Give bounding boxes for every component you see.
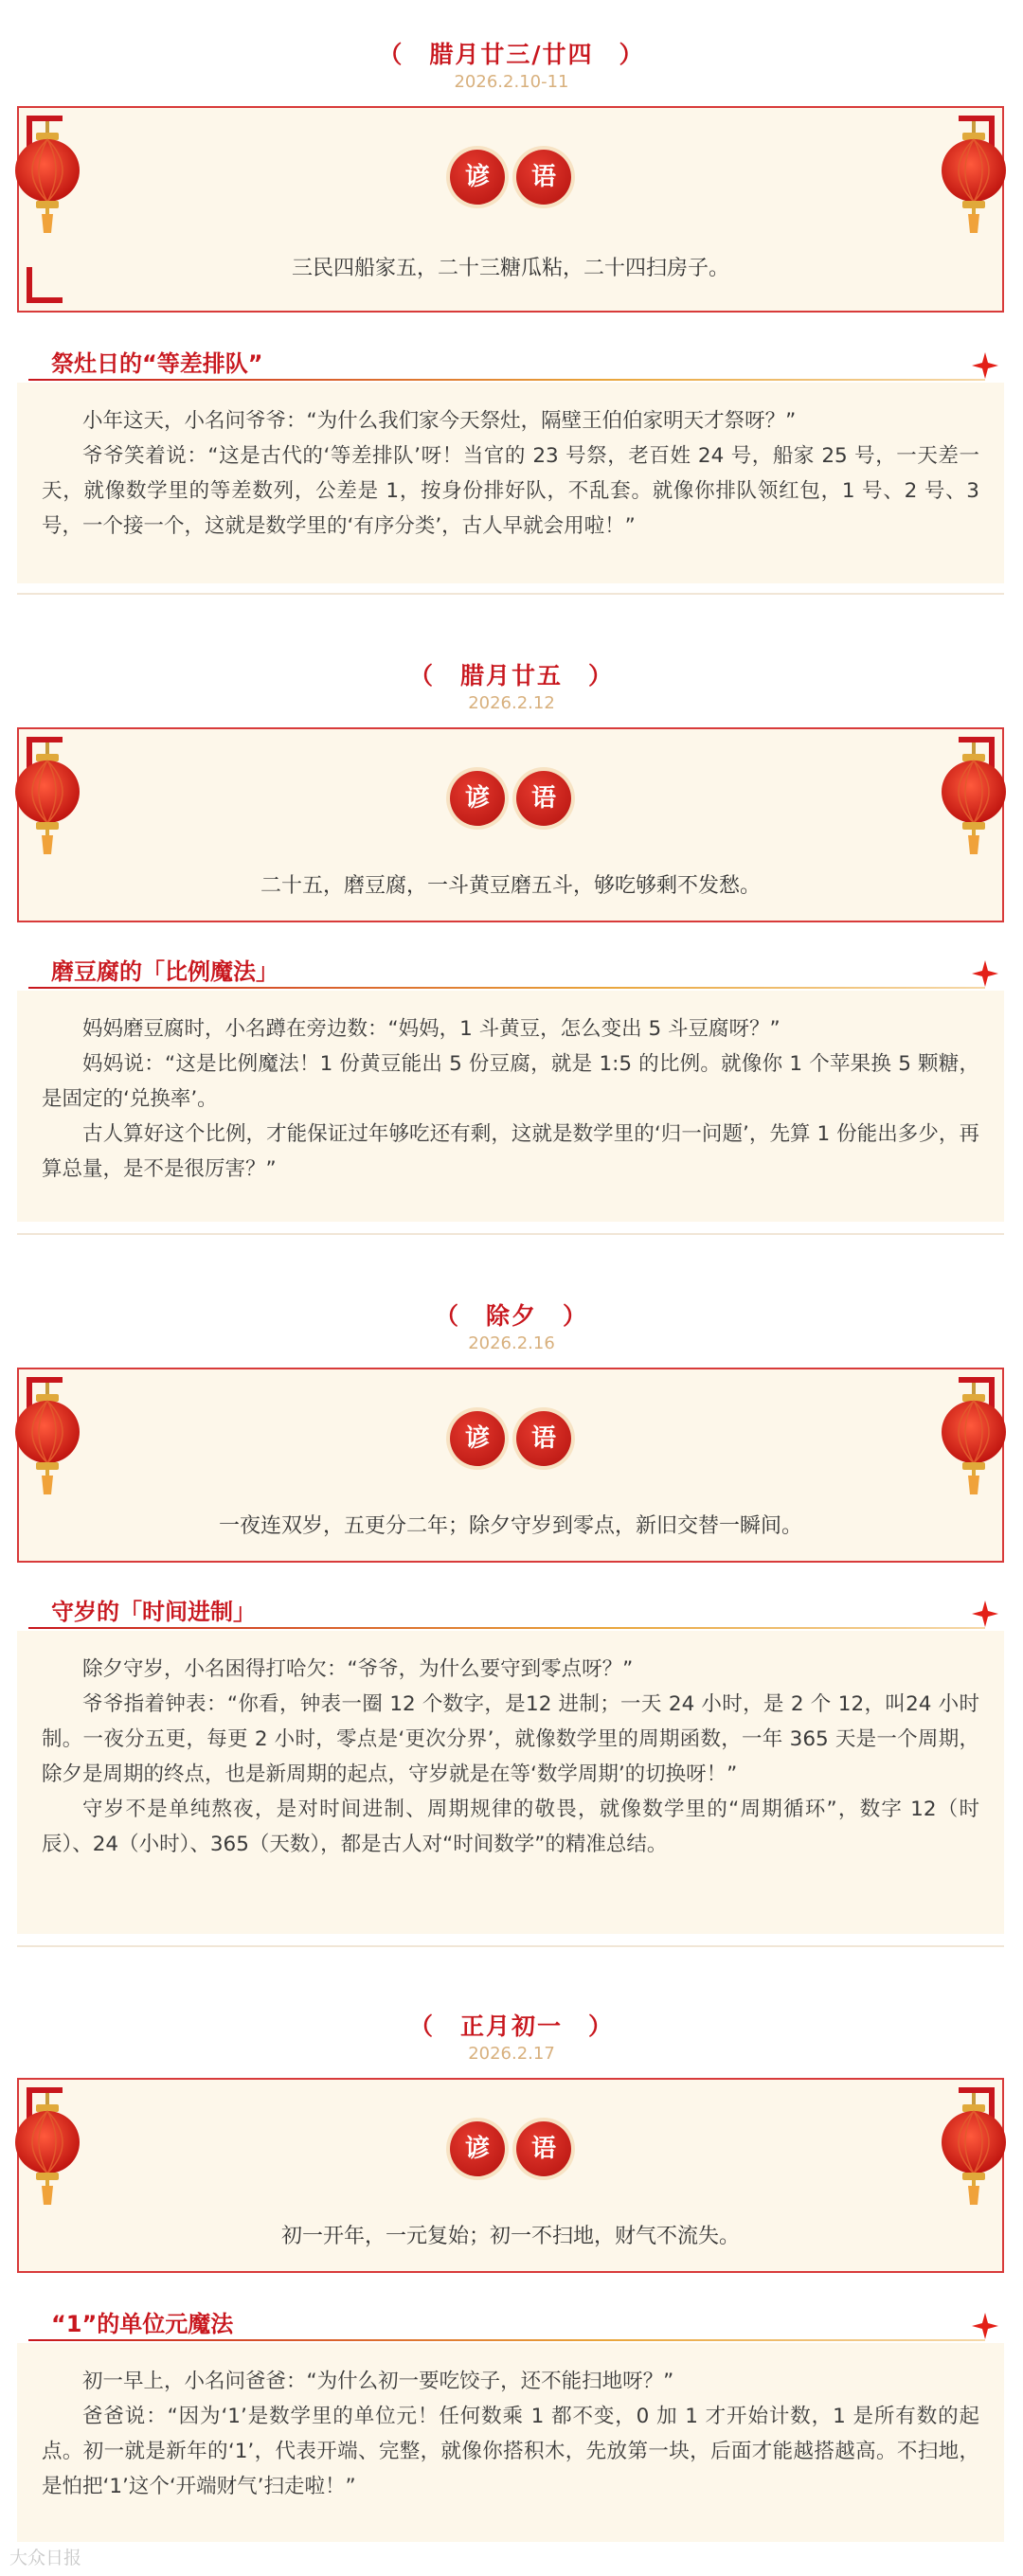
story-box [17,2343,1004,2542]
section-title: （ 正月初一 ） [408,2012,614,2040]
section-date: 2026.2.16 [468,1333,555,1353]
story-paragraph: 除夕守岁，小名困得打哈欠：“爷爷，为什么要守到零点呀？” [82,1657,634,1681]
section-date: 2026.2.12 [468,693,555,713]
proverb-badge: 语 [516,150,571,205]
proverb-text: 初一开年，一元复始；初一不扫地，财气不流失。 [280,2225,740,2248]
section-title: （ 腊月廿三/廿四 ） [378,41,645,68]
proverb-badge: 谚 [450,150,505,205]
topic-title: “1”的单位元魔法 [51,2311,234,2337]
proverb-badge: 语 [516,771,571,826]
story-paragraph: 爷爷笑着说：“这是古代的‘等差排队’呀！当官的 23 号祭，老百姓 24 号，船家 25 号，一天差一天，就像数学里的等差数列，公差是 1，按身份排好队，不乱套。就像你排队领红包，1 号、2 号、3 号，一个接一个，这就是数学里的‘有序分类’，古人早就会用啦！” [42,444,979,538]
section-title: （ 腊月廿五 ） [408,662,614,689]
proverb-badge: 谚 [450,771,505,826]
story-paragraph: 妈妈磨豆腐时，小名蹲在旁边数：“妈妈，1 斗黄豆，怎么变出 5 斗豆腐呀？” [82,1017,781,1041]
proverb-badges [19,2121,1002,2176]
story-paragraph: 守岁不是单纯熬夜，是对时间进制、周期规律的敬畏，就像数学里的“周期循环”，数字 12（时辰）、24（小时）、365（天数），都是古人对“时间数学”的精准总结。 [42,1798,979,1856]
proverb-badge: 语 [516,2121,571,2176]
topic-underline [28,2339,985,2341]
section-date: 2026.2.17 [468,2044,555,2064]
proverb-box [17,2078,1004,2273]
story-paragraph: 妈妈说：“这是比例魔法！1 份黄豆能出 5 份豆腐，就是 1:5 的比例。就像你 1 个苹果换 5 颗糖，是固定的‘兑换率’。 [42,1052,979,1111]
story-paragraph: 爸爸说：“因为‘1’是数学里的单位元！任何数乘 1 都不变，0 加 1 才开始计数，1 是所有数的起点。初一就是新年的‘1’，代表开端、完整，就像你搭积木，先放第一块，后面才能越搭越高。不扫地，是怕把‘1’这个‘开端财气’扫走啦！” [42,2405,979,2498]
proverb-badge: 谚 [450,1411,505,1466]
watermark: 大众日报 [9,2548,82,2568]
sparkle-icon [972,2313,998,2339]
section-title: （ 除夕 ） [434,1302,588,1330]
proverb-text: 一夜连双岁，五更分二年；除夕守岁到零点，新旧交替一瞬间。 [218,1514,802,1538]
story-paragraph: 小年这天，小名问爷爷：“为什么我们家今天祭灶，隔壁王伯伯家明天才祭呀？” [82,409,797,433]
proverb-badge: 语 [516,1411,571,1466]
story-paragraph: 爷爷指着钟表：“你看，钟表一圈 12 个数字，是12 进制；一天 24 小时，是 2 个 12，叫24 小时制。一夜分五更，每更 2 小时，零点是‘更次分界’，就像数学里的周期函数，一年 365 天是一个周期，除夕是周期的终点，也是新周期的起点，守岁就是在等‘数学周期’的切换呀！” [42,1692,979,1786]
story-paragraph: 古人算好这个比例，才能保证过年够吃还有剩，这就是数学里的‘归一问题’，先算 1 份能出多少，再算总量，是不是很厉害？” [42,1122,979,1181]
topic-title: 磨豆腐的「比例魔法」 [51,958,278,985]
topic-title: 祭灶日的“等差排队” [51,350,263,377]
section-date: 2026.2.10-11 [454,72,569,92]
proverb-badge: 谚 [450,2121,505,2176]
proverb-text: 三民四船家五，二十三糖瓜粘，二十四扫房子。 [291,257,729,280]
proverb-text: 二十五，磨豆腐，一斗黄豆磨五斗，够吃够剩不发愁。 [260,874,761,898]
topic-title: 守岁的「时间进制」 [51,1599,256,1625]
story-paragraph: 初一早上，小名问爸爸：“为什么初一要吃饺子，还不能扫地呀？” [82,2370,674,2393]
